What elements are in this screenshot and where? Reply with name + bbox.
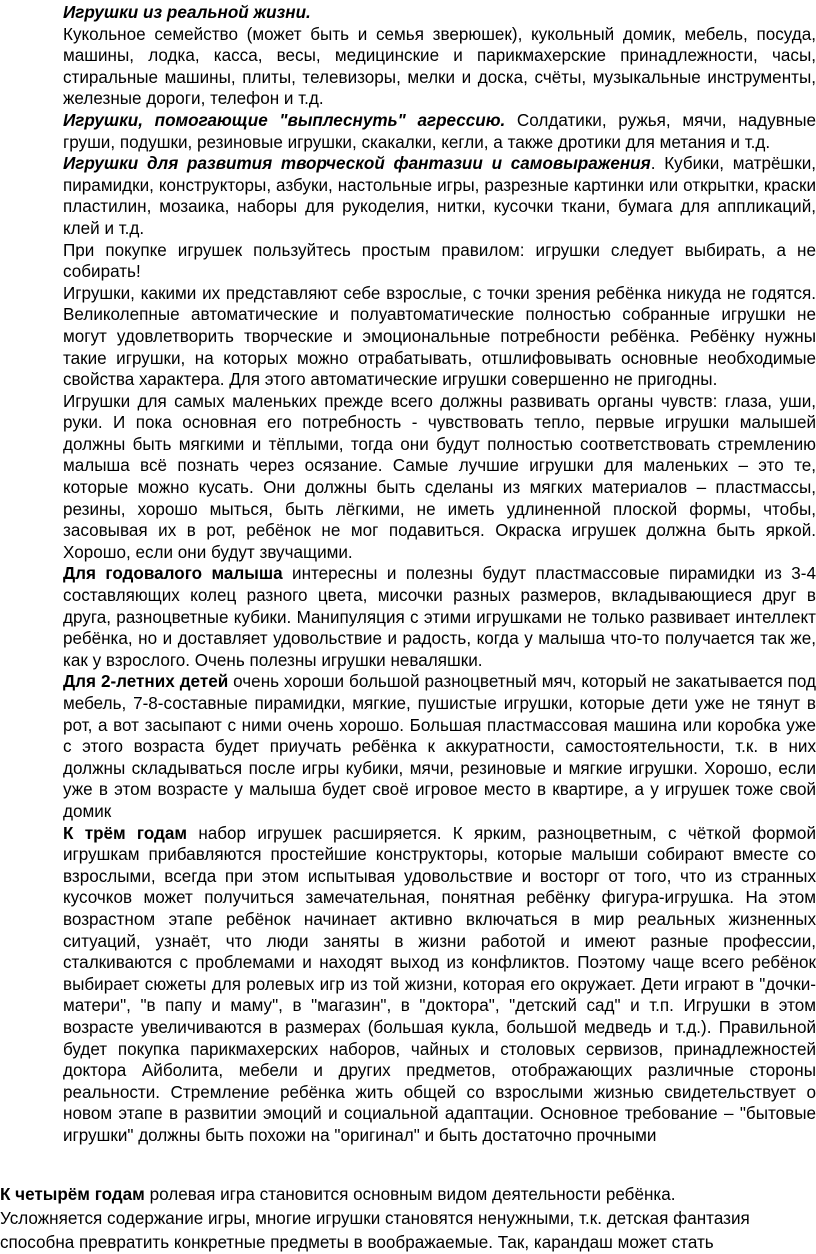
text-three-years: набор игрушек расширяется. К ярким, разноцветным, с чёткой формой игрушкам прибавляются простейшие конструкторы, которые малыши собирают вместе со взрослыми, всегда при этом испытывая удовольствие и восторг от того, что из странных кусочков может получиться замечательная, понятная ребёнку фигура-игрушка. На этом возрастном этапе ребёнок начинает активно включаться в мир реальных жизненных ситуаций, узнаёт, что люди заняты в жизни работой и имеют разные профессии, сталкиваются с проблемами и находят выход из конфликтов. Поэтому чаще всего ребёнок выбирает сюжеты для ролевых игр из той жизни, которая его окружает. Дети играют в "дочки-матери", "в папу и маму", в "магазин", в "доктора", "детский сад" и т.п. Игрушки в этом возрасте увеличиваются в размерах (большая кукла, большой медведь и т.д.). Правильной будет покупка парикмахерских наборов, чайных и столовых сервизов, принадлежностей доктора Айболита, мебели и других предметов, отображающих различные стороны реальности. Стремление ребёнка жить общей со взрослыми жизнью свидетельствует о новом этапе в развитии эмоций и социальной адаптации. Основное требование – "бытовые игрушки" должны быть похожи на "оригинал" и быть достаточно прочными bbox=[63, 823, 816, 1145]
paragraph-adults: Игрушки, какими их представляют себе взрослые, с точки зрения ребёнка никуда не годятся. Великолепные автоматические и полуавтоматические полностью собранные игрушки не могут удовлетворить творческие и эмоциональные потребности ребёнка. Ребёнку нужны такие игрушки, на которых можно отрабатывать, отшлифовывать основные необходимые свойства характера. Для этого автоматические игрушки совершенно не пригодны. bbox=[63, 283, 816, 390]
line-four-years-3: способна превратить конкретные предметы в воображаемые. Так, карандаш может стать bbox=[0, 1232, 714, 1252]
text-toys-aggression: Солдатики, ружья, мячи, надувные груши, подушки, резиновые игрушки, скакалки, кегли, а также дротики для метания и т.д. bbox=[63, 110, 816, 152]
paragraph-four-years bbox=[0, 1183, 816, 1254]
text-toys-creative: . Кубики, матрёшки, пирамидки, конструкторы, азбуки, настольные игры, разрезные картинки или открытки, краски пластилин, мозаика, наборы для рукоделия, нитки, кусочки ткани, бумага для аппликаций, клей и т.д. bbox=[63, 154, 816, 238]
paragraph-three-years bbox=[63, 823, 816, 1147]
paragraph-rule: При покупке игрушек пользуйтесь простым правилом: игрушки следует выбирать, а не собирать! bbox=[63, 240, 816, 282]
heading-toys-aggression: Игрушки, помогающие "выплеснуть" агрессию. bbox=[63, 110, 506, 130]
text-four-years-1: ролевая игра становится основным видом деятельности ребёнка. bbox=[144, 1185, 676, 1204]
heading-toys-creative: Игрушки для развития творческой фантазии и самовыражения bbox=[63, 154, 651, 174]
text-two-years: очень хороши большой разноцветный мяч, который не закатывается под мебель, 7-8-составные пирамидки, мягкие, пушистые игрушки, которые дети уже не тянут в рот, а вот засыпают с ними очень хорошо. Большая пластмассовая машина или коробка уже с этого возраста будет приучать ребёнка к аккуратности, самостоятельности, т.к. в них должны складываться после игры кубики, мячи, резиновые и мягкие игрушки. Хорошо, если уже в этом возрасте у малыша будет своё игровое место в квартире, а у игрушек тоже свой домик bbox=[63, 672, 816, 821]
paragraph-toys-aggression bbox=[63, 110, 816, 153]
heading-toys-real-life: Игрушки из реальной жизни. bbox=[63, 3, 311, 22]
paragraph-smallest: Игрушки для самых маленьких прежде всего должны развивать органы чувств: глаза, уши, руки. И пока основная его потребность - чувствовать тепло, первые игрушки малышей должны быть мягкими и тёплыми, тогда они будут полностью соответствовать стремлению малыша всё познать через осязание. Самые лучшие игрушки для маленьких – это те, которые можно кусать. Они должны быть сделаны из мягких материалов – пластмассы, резины, хорошо мыться, быть лёгкими, не иметь удлиненной плоской формы, чтобы, засовывая их в рот, ребёнок не мог подавиться. Окраска игрушек должна быть яркой. Хорошо, если они будут звучащими. bbox=[63, 391, 816, 562]
text-one-year: интересны и полезны будут пластмассовые пирамидки из 3-4 составляющих колец разного цвета, мисочки разных размеров, вкладывающиеся друг в друга, разноцветные кубики. Манипуляция с этими игрушками не только развивает интеллект ребёнка, но и доставляет удовольствие и радость, когда у малыша что-то получается так же, как у взрослого. Очень полезны игрушки неваляшки. bbox=[63, 564, 816, 670]
lead-three-years: К трём годам bbox=[63, 823, 188, 843]
lead-two-years: Для 2-летних детей bbox=[63, 672, 229, 692]
paragraph-one-year bbox=[63, 563, 816, 671]
lead-four-years: К четырём годам bbox=[0, 1185, 145, 1204]
paragraph-toys-real-life bbox=[63, 2, 816, 110]
paragraph-toys-creative bbox=[63, 153, 816, 239]
paragraph-two-years bbox=[63, 671, 816, 822]
text-toys-real-life: Кукольное семейство (может быть и семья зверюшек), кукольный домик, мебель, посуда, машины, лодка, касса, весы, медицинские и парикмахерские принадлежности, часы, стиральные машины, плиты, телевизоры, мелки и доска, счёты, музыкальные инструменты, железные дороги, телефон и т.д. bbox=[63, 24, 816, 109]
main-text-block bbox=[63, 2, 816, 1146]
lead-one-year: Для годовалого малыша bbox=[63, 564, 283, 584]
line-four-years-2: Усложняется содержание игры, многие игрушки становятся ненужными, т.к. детская фантазия bbox=[0, 1208, 750, 1228]
line-four-years-1 bbox=[0, 1183, 816, 1207]
